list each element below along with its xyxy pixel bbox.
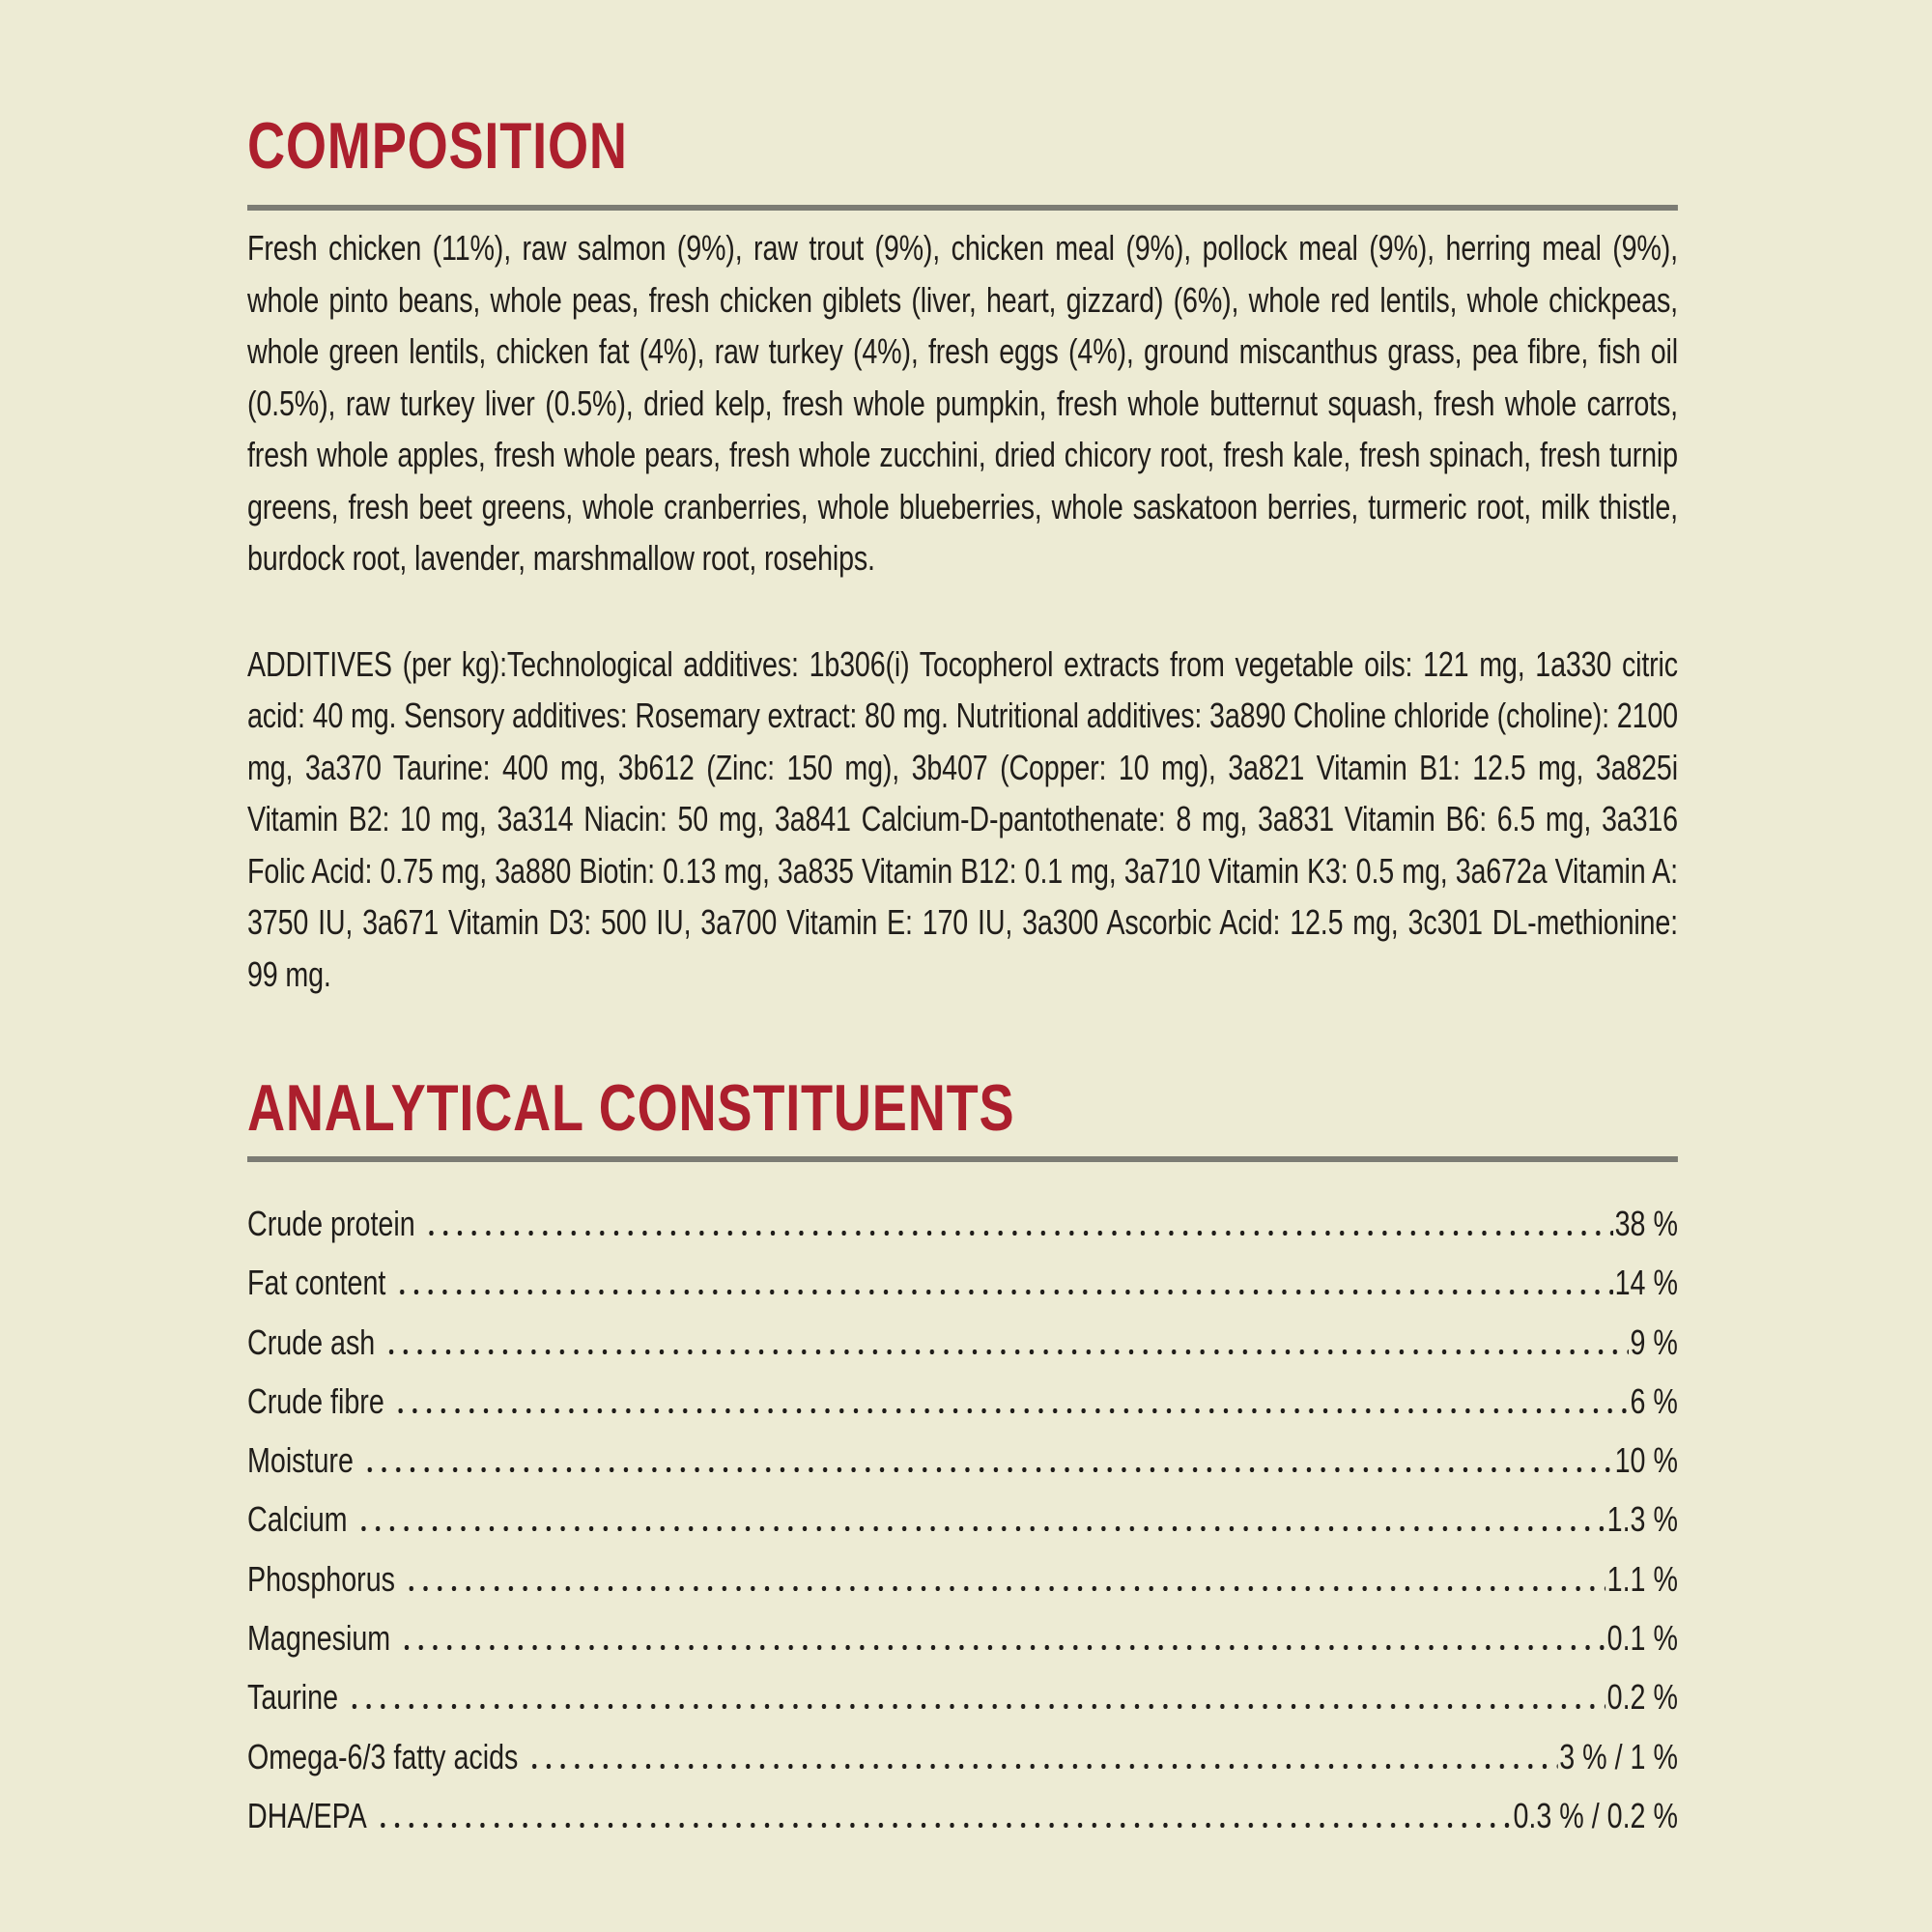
additives-paragraph: ADDITIVES (per kg):Technological additives: 1b306(i) Tocopherol extracts from vegetable oils: 121 mg, 1a330 citric acid: 40 mg. Sensory additives: Rosemary extract: 80 mg. Nutritional additives: 3a890 Choline chloride (choline): 2100 mg, 3a370 Taurine: 400 mg, 3b612 (Zinc: 150 mg), 3b407 (Copper: 10 mg), 3a821 Vitamin B1: 12.5 mg, 3a825i Vitamin B2: 10 mg, 3a314 Niacin: 50 mg, 3a841 Calcium-D-pantothenate: 8 mg, 3a831 Vitamin B6: 6.5 mg, 3a316 Folic Acid: 0.75 mg, 3a880 Biotin: 0.13 mg, 3a835 Vitamin B12: 0.1 mg, 3a710 Vitamin K3: 0.5 mg, 3a672a Vitamin A: 3750 IU, 3a671 Vitamin D3: 500 IU, 3a700 Vitamin E: 170 IU, 3a300 Ascorbic Acid: 12.5 mg, 3c301 DL-methionine: 99 mg.	[247, 643, 1678, 994]
constituent-label: Calcium	[247, 1499, 348, 1540]
constituent-value: 14 %	[1614, 1263, 1678, 1303]
dotted-leader	[395, 1290, 1613, 1294]
constituent-row	[247, 1676, 1678, 1719]
analytical-title: ANALYTICAL CONSTITUENTS	[247, 1071, 1015, 1145]
dotted-leader	[356, 1526, 1605, 1531]
constituent-value: 38 %	[1614, 1204, 1678, 1243]
constituent-value: 3 % / 1 %	[1559, 1736, 1678, 1776]
constituents-list	[247, 1203, 1678, 1837]
section-rule	[247, 205, 1678, 211]
constituent-row	[247, 1736, 1678, 1778]
constituent-label: Crude protein	[247, 1204, 415, 1243]
constituent-row	[247, 1498, 1678, 1541]
constituent-row	[247, 1380, 1678, 1423]
constituent-row	[247, 1439, 1678, 1482]
constituent-label: Taurine	[247, 1677, 339, 1718]
dotted-leader	[424, 1231, 1613, 1236]
constituent-value: 1.3 %	[1606, 1499, 1678, 1540]
constituent-value: 0.1 %	[1606, 1618, 1678, 1659]
dotted-leader	[384, 1350, 1629, 1354]
constituent-value: 0.3 % / 0.2 %	[1513, 1795, 1678, 1835]
constituent-row	[247, 1321, 1678, 1364]
constituent-value: 9 %	[1630, 1321, 1678, 1362]
constituent-label: Magnesium	[247, 1618, 391, 1659]
constituent-label: Phosphorus	[247, 1558, 395, 1599]
constituent-label: Omega-6/3 fatty acids	[247, 1736, 519, 1776]
constituent-row	[247, 1795, 1678, 1837]
constituent-value: 0.2 %	[1606, 1677, 1678, 1718]
dotted-leader	[405, 1586, 1606, 1591]
composition-section	[247, 109, 1678, 1000]
ingredients-paragraph: Fresh chicken (11%), raw salmon (9%), raw trout (9%), chicken meal (9%), pollock meal (9%), herring meal (9%), whole pinto beans, whole peas, fresh chicken giblets (liver, heart, gizzard) (6%), whole red lentils, whole chickpeas, whole green lentils, chicken fat (4%), raw turkey (4%), fresh eggs (4%), ground miscanthus grass, pea fibre, fish oil (0.5%), raw turkey liver (0.5%), dried kelp, fresh whole pumpkin, fresh whole butternut squash, fresh whole carrots, fresh whole apples, fresh whole pears, fresh whole zucchini, dried chicory root, fresh kale, fresh spinach, fresh turnip greens, fresh beet greens, whole cranberries, whole blueberries, whole saskatoon berries, turmeric root, milk thistle, burdock root, lavender, marshmallow root, rosehips.	[247, 228, 1678, 578]
composition-title: COMPOSITION	[247, 109, 628, 183]
section-rule	[247, 1156, 1678, 1162]
constituent-label: Crude fibre	[247, 1380, 384, 1421]
constituent-value: 6 %	[1630, 1380, 1678, 1421]
constituent-label: Fat content	[247, 1263, 386, 1303]
dotted-leader	[376, 1823, 1512, 1828]
dotted-leader	[527, 1764, 1558, 1769]
dotted-leader	[400, 1645, 1605, 1650]
dotted-leader	[348, 1704, 1605, 1709]
label-content-column	[247, 109, 1678, 1837]
constituent-row	[247, 1262, 1678, 1304]
dotted-leader	[393, 1408, 1629, 1413]
constituent-row	[247, 1617, 1678, 1660]
constituent-label: Moisture	[247, 1440, 354, 1481]
dotted-leader	[362, 1467, 1613, 1472]
constituent-label: DHA/EPA	[247, 1795, 367, 1835]
analytical-section	[247, 1071, 1678, 1837]
constituent-label: Crude ash	[247, 1321, 376, 1362]
constituent-row	[247, 1558, 1678, 1601]
constituent-value: 1.1 %	[1606, 1558, 1678, 1599]
constituent-value: 10 %	[1614, 1440, 1678, 1481]
constituent-row	[247, 1203, 1678, 1245]
